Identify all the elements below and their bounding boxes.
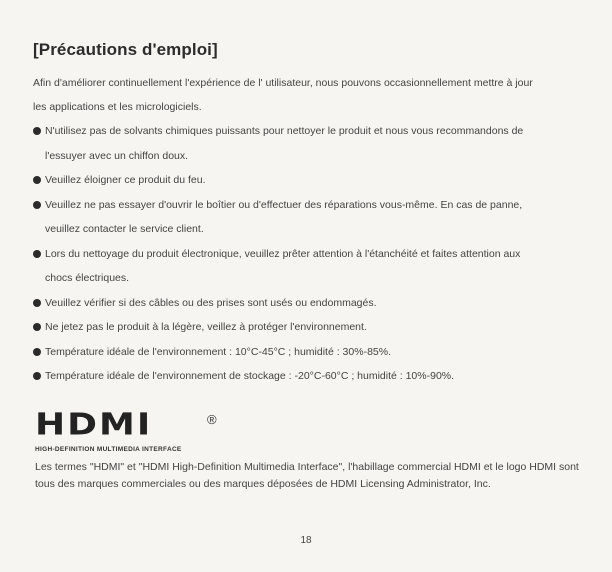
precaution-text: Lors du nettoyage du produit électronique, veuillez prêter attention à l'étanchéité et faites attention aux bbox=[45, 247, 521, 260]
precaution-item-5 bbox=[33, 291, 593, 316]
precaution-item-1 bbox=[33, 119, 593, 168]
hdmi-logo-subtitle: HIGH-DEFINITION MULTIMEDIA INTERFACE bbox=[35, 446, 182, 453]
precaution-text: Veuillez vérifier si des câbles ou des prises sont usés ou endommagés. bbox=[45, 296, 377, 309]
bullet-dot-icon bbox=[33, 201, 41, 209]
bullet-dot-icon bbox=[33, 348, 41, 356]
bullet-dot-icon bbox=[33, 127, 41, 135]
precaution-item-8 bbox=[33, 364, 593, 389]
trademark-notice: Les termes "HDMI" et "HDMI High-Definition Multimedia Interface", l'habillage commercial HDMI et le logo HDMI sont tous des marques commerciales ou des marques déposées de HDMI Licensing Administrator, Inc. bbox=[35, 461, 579, 490]
bullet-dot-icon bbox=[33, 323, 41, 331]
hdmi-logo bbox=[35, 407, 217, 446]
precaution-item-3 bbox=[33, 193, 593, 242]
precaution-text: Température idéale de l'environnement de stockage : -20°C-60°C ; humidité : 10%-90%. bbox=[45, 370, 455, 382]
precautions-list bbox=[33, 119, 593, 389]
precaution-item-4 bbox=[33, 242, 593, 291]
precaution-text: Veuillez ne pas essayer d'ouvrir le boîtier ou d'effectuer des réparations vous-même. En cas de panne, bbox=[45, 198, 523, 211]
bullet-dot-icon bbox=[33, 176, 41, 184]
bullet-dot-icon bbox=[33, 250, 41, 258]
precaution-text: Veuillez éloigner ce produit du feu. bbox=[45, 174, 206, 186]
intro-line-1: Afin d'améliorer continuellement l'expérience de l' utilisateur, nous pouvons occasionnellement mettre à jour bbox=[33, 77, 533, 89]
hdmi-logo-wordmark: HDMI bbox=[35, 407, 153, 443]
precaution-item-6 bbox=[33, 315, 593, 340]
precaution-text: Température idéale de l'environnement : 10°C-45°C ; humidité : 30%-85%. bbox=[45, 345, 392, 358]
precaution-text: Ne jetez pas le produit à la légère, veillez à protéger l'environnement. bbox=[45, 321, 367, 333]
bullet-dot-icon bbox=[33, 299, 41, 307]
intro-paragraph bbox=[33, 71, 583, 119]
registered-mark-icon: ® bbox=[207, 412, 217, 427]
precaution-text: N'utilisez pas de solvants chimiques puissants pour nettoyer le produit et nous vous recommandons de bbox=[45, 125, 524, 137]
intro-line-2: les applications et les micrologiciels. bbox=[33, 101, 202, 113]
precaution-item-2 bbox=[33, 168, 593, 193]
section-title: [Précautions d'emploi] bbox=[33, 40, 218, 59]
precaution-text-continued: l'essuyer avec un chiffon doux. bbox=[45, 149, 189, 162]
precaution-text-continued: chocs électriques. bbox=[45, 272, 130, 284]
precaution-text-continued: veuillez contacter le service client. bbox=[45, 223, 204, 235]
page-number: 18 bbox=[300, 535, 312, 546]
precaution-item-7 bbox=[33, 340, 593, 365]
bullet-dot-icon bbox=[33, 372, 41, 380]
